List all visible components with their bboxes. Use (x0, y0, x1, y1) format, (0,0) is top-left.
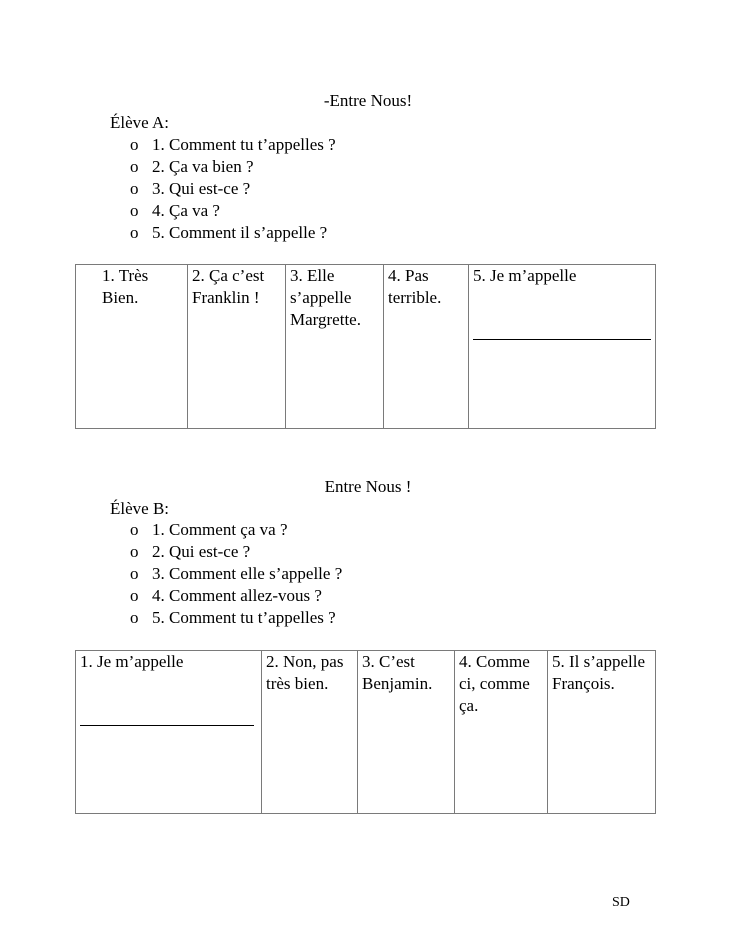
bullet-icon: o (130, 135, 139, 154)
table-row (76, 651, 656, 814)
student-a-label: Élève A: (110, 113, 170, 132)
question-text: 5. Comment il s’appelle ? (152, 223, 328, 242)
question-text: 1. Comment tu t’appelles ? (152, 135, 336, 154)
answer-cell-5: 5. Il s’appelle François. (548, 651, 656, 814)
list-item (130, 200, 336, 222)
section-b-answer-table (75, 650, 656, 814)
bullet-icon: o (130, 586, 139, 605)
question-text: 2. Qui est-ce ? (152, 542, 251, 561)
section-a-answer-table (75, 264, 656, 429)
list-item (130, 607, 342, 629)
bullet-icon: o (130, 223, 139, 242)
answer-cell-3: 3. C’est Benjamin. (358, 651, 455, 814)
list-item (130, 563, 342, 585)
footer-initials: SD (612, 895, 630, 910)
section-b-title: Entre Nous ! (324, 477, 412, 496)
list-item (130, 585, 342, 607)
bullet-icon: o (130, 608, 139, 627)
section-b-question-list (130, 519, 342, 629)
list-item (130, 178, 336, 200)
answer-cell-3: 3. Elle s’appelle Margrette. (286, 265, 384, 429)
question-text: 2. Ça va bien ? (152, 157, 254, 176)
list-item (130, 541, 342, 563)
question-text: 1. Comment ça va ? (152, 520, 288, 539)
bullet-icon: o (130, 564, 139, 583)
answer-cell-5 (469, 265, 656, 429)
bullet-icon: o (130, 157, 139, 176)
question-text: 5. Comment tu t’appelles ? (152, 608, 336, 627)
question-text: 4. Ça va ? (152, 201, 220, 220)
answer-cell-2: 2. Ça c’est Franklin ! (188, 265, 286, 429)
name-blank-line[interactable] (80, 725, 254, 726)
answer-cell-5-text: 5. Je m’appelle (473, 266, 577, 285)
bullet-icon: o (130, 201, 139, 220)
student-b-label: Élève B: (110, 499, 170, 518)
bullet-icon: o (130, 520, 139, 539)
list-item (130, 519, 342, 541)
answer-cell-4: 4. Comme ci, comme ça. (455, 651, 548, 814)
answer-cell-1 (76, 651, 262, 814)
bullet-icon: o (130, 542, 139, 561)
answer-cell-2: 2. Non, pas très bien. (262, 651, 358, 814)
section-a-title: -Entre Nous! (323, 91, 413, 110)
list-item (130, 156, 336, 178)
answer-cell-1: 1. Très Bien. (76, 265, 188, 429)
list-item (130, 222, 336, 244)
answer-cell-1-text: 1. Je m’appelle (80, 652, 184, 671)
table-row (76, 265, 656, 429)
name-blank-line[interactable] (473, 339, 651, 340)
bullet-icon: o (130, 179, 139, 198)
section-a-question-list (130, 134, 336, 244)
list-item (130, 134, 336, 156)
question-text: 3. Comment elle s’appelle ? (152, 564, 343, 583)
question-text: 4. Comment allez-vous ? (152, 586, 322, 605)
question-text: 3. Qui est-ce ? (152, 179, 251, 198)
answer-cell-4: 4. Pas terrible. (384, 265, 469, 429)
